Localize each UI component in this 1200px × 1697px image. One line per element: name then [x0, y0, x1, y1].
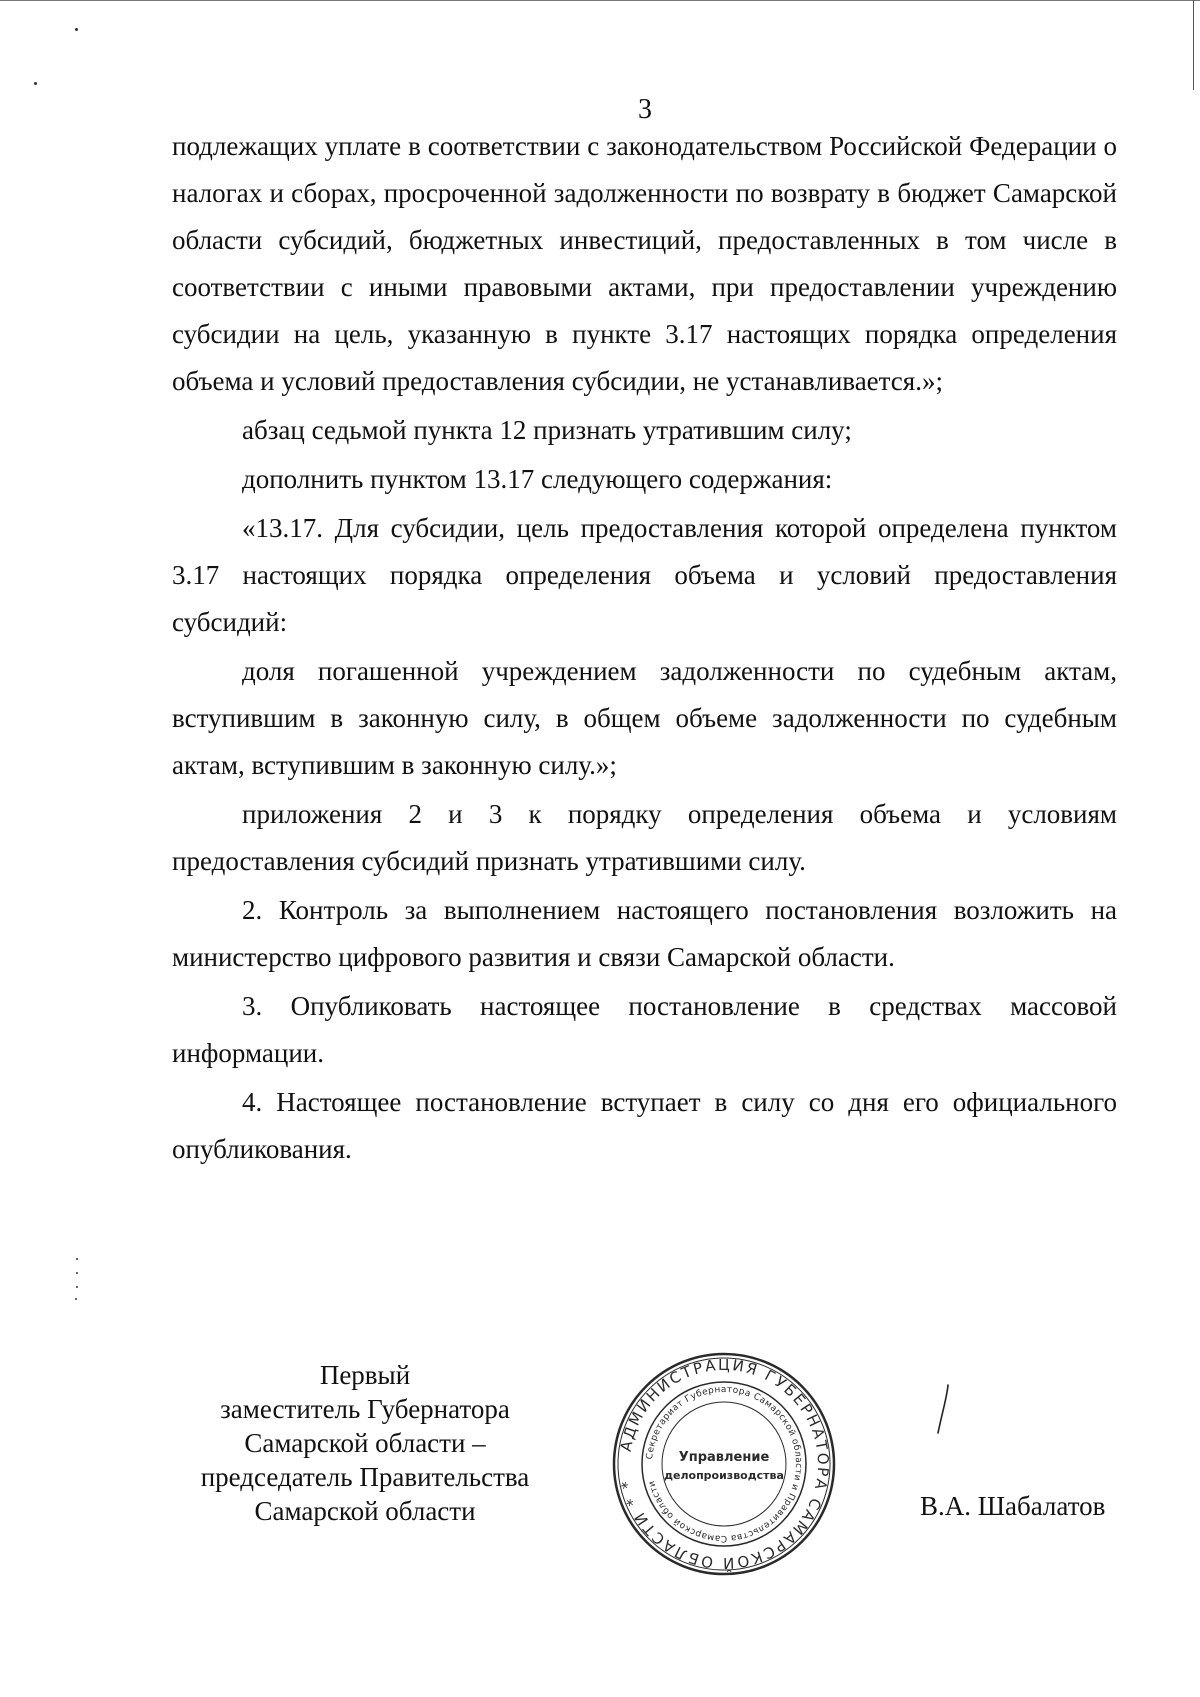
signatory-position-line: Первый	[319, 1360, 411, 1390]
paragraph: доля погашенной учреждением задолженности по судебным актам, вступившим в законную силу, в общем объеме задолженности по судебным актам, вступившим в законную силу.»;	[172, 656, 1117, 780]
paragraph: абзац седьмой пункта 12 признать утратившим силу;	[242, 415, 852, 445]
scan-speck	[75, 28, 78, 31]
paragraph: 4. Настоящее постановление вступает в силу со дня его официального опубликования.	[172, 1087, 1117, 1164]
paragraph: 2. Контроль за выполнением настоящего постановления возложить на министерство цифрового развития и связи Самарской области.	[172, 895, 1117, 972]
paragraph: приложения 2 и 3 к порядку определения объема и условиям предоставления субсидий признать утратившими силу.	[172, 799, 1117, 876]
seal-inner-text: Секретариат Губернатора Самарской области и Правительства Самарской области	[645, 1384, 804, 1544]
scan-edge-top	[0, 0, 1200, 7]
page-number: 3	[638, 94, 652, 125]
signatory-name: В.А. Шабалатов	[920, 1491, 1106, 1521]
scan-speck	[76, 1258, 78, 1260]
scan-speck	[75, 1298, 77, 1300]
signatory-position-line: заместитель Губернатора	[220, 1394, 510, 1424]
signatory-position-line: Самарской области –	[244, 1428, 486, 1458]
signatory-position	[175, 1358, 555, 1528]
handwritten-signature	[935, 1383, 951, 1435]
seal-center-line: Управление	[678, 1450, 770, 1465]
paragraph: «13.17. Для субсидии, цель предоставления которой определена пунктом 3.17 настоящих порядка определения объема и условий предоставления субсидий:	[172, 513, 1117, 637]
scan-speck	[76, 1286, 78, 1288]
paragraph: 3. Опубликовать настоящее постановление в средствах массовой информации.	[172, 991, 1117, 1068]
signatory-position-line: Самарской области	[254, 1496, 476, 1526]
seal-outer-text: АДМИНИСТРАЦИЯ ГУБЕРНАТОРА САМАРСКОЙ ОБЛАСТИ * *	[616, 1355, 833, 1573]
paragraph: подлежащих уплате в соответствии с законодательством Российской Федерации о налогах и сборах, просроченной задолженности по возврату в бюджет Самарской области субсидий, бюджетных инвестиций, предоставленных в том числе в соответствии с иными правовыми актами, при предоставлении учреждению субсидии на цель, указанную в пункте 3.17 настоящих порядка определения объема и условий предоставления субсидии, не устанавливается.»;	[172, 131, 1117, 396]
scan-speck	[34, 82, 37, 85]
seal-center-line: делопроизводства	[664, 1469, 784, 1482]
scan-edge-right	[1193, 0, 1194, 90]
paragraph: дополнить пунктом 13.17 следующего содержания:	[242, 464, 833, 494]
signatory-position-line: председатель Правительства	[200, 1462, 530, 1492]
official-seal	[609, 1349, 839, 1579]
document-body	[172, 123, 1117, 1173]
scan-speck	[76, 1272, 78, 1274]
